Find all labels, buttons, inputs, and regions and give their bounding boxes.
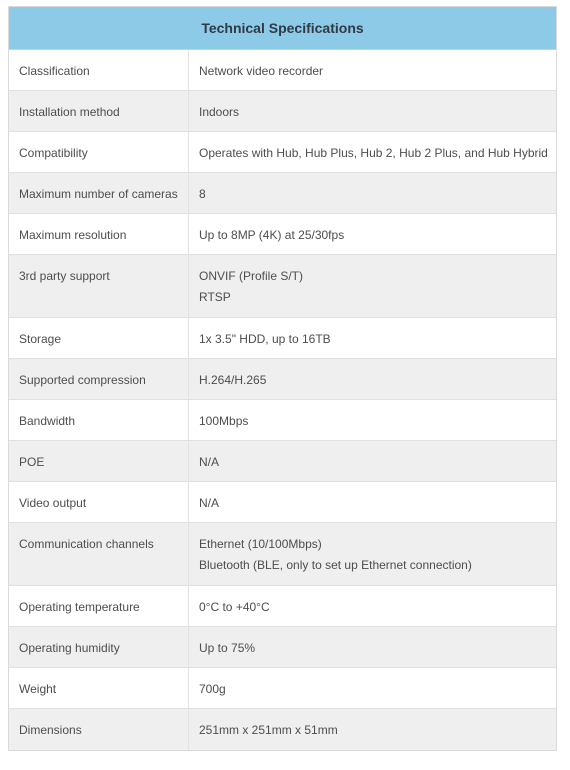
row-value-line: Ethernet (10/100Mbps) (199, 537, 322, 551)
row-label: POE (9, 441, 189, 481)
row-label: Operating humidity (9, 627, 189, 667)
row-value: 700g (199, 682, 226, 696)
table-row (9, 214, 556, 255)
spec-table-title: Technical Specifications (9, 7, 556, 50)
row-value: H.264/H.265 (199, 373, 267, 387)
row-value (189, 255, 556, 317)
table-row (9, 668, 556, 709)
table-row (9, 50, 556, 91)
row-label: Weight (9, 668, 189, 708)
row-label: Storage (9, 318, 189, 358)
row-value-line: ONVIF (Profile S/T) (199, 269, 304, 283)
row-value (189, 523, 556, 585)
row-label: 3rd party support (9, 255, 189, 317)
row-label: Communication channels (9, 523, 189, 585)
row-label: Classification (9, 50, 189, 90)
table-row (9, 359, 556, 400)
row-label: Supported compression (9, 359, 189, 399)
row-label: Installation method (9, 91, 189, 131)
row-value: 1x 3.5" HDD, up to 16TB (199, 332, 331, 346)
row-value: 100Mbps (199, 414, 249, 428)
table-row (9, 318, 556, 359)
row-value: Network video recorder (199, 64, 324, 78)
row-value: N/A (199, 496, 220, 510)
table-row (9, 400, 556, 441)
row-value: 251mm x 251mm x 51mm (199, 723, 338, 737)
row-value: Up to 75% (199, 641, 256, 655)
row-value: Indoors (199, 105, 240, 119)
row-value: 0°C to +40°C (199, 600, 270, 614)
table-row (9, 709, 556, 750)
table-row (9, 523, 556, 586)
row-label: Bandwidth (9, 400, 189, 440)
row-value: 8 (199, 187, 206, 201)
row-label: Maximum number of cameras (9, 173, 189, 213)
table-row (9, 482, 556, 523)
row-value: Up to 8MP (4K) at 25/30fps (199, 228, 345, 242)
table-row (9, 627, 556, 668)
row-label: Compatibility (9, 132, 189, 172)
row-label: Operating temperature (9, 586, 189, 626)
row-value: Operates with Hub, Hub Plus, Hub 2, Hub 2 Plus, and Hub Hybrid (199, 146, 548, 160)
table-row (9, 586, 556, 627)
table-row (9, 173, 556, 214)
table-row (9, 255, 556, 318)
row-label: Maximum resolution (9, 214, 189, 254)
table-row (9, 91, 556, 132)
row-label: Dimensions (9, 709, 189, 750)
table-row (9, 441, 556, 482)
row-label: Video output (9, 482, 189, 522)
spec-table (8, 6, 557, 751)
table-row (9, 132, 556, 173)
row-value-line: RTSP (199, 290, 231, 304)
row-value-line: Bluetooth (BLE, only to set up Ethernet connection) (199, 558, 472, 572)
row-value: N/A (199, 455, 220, 469)
